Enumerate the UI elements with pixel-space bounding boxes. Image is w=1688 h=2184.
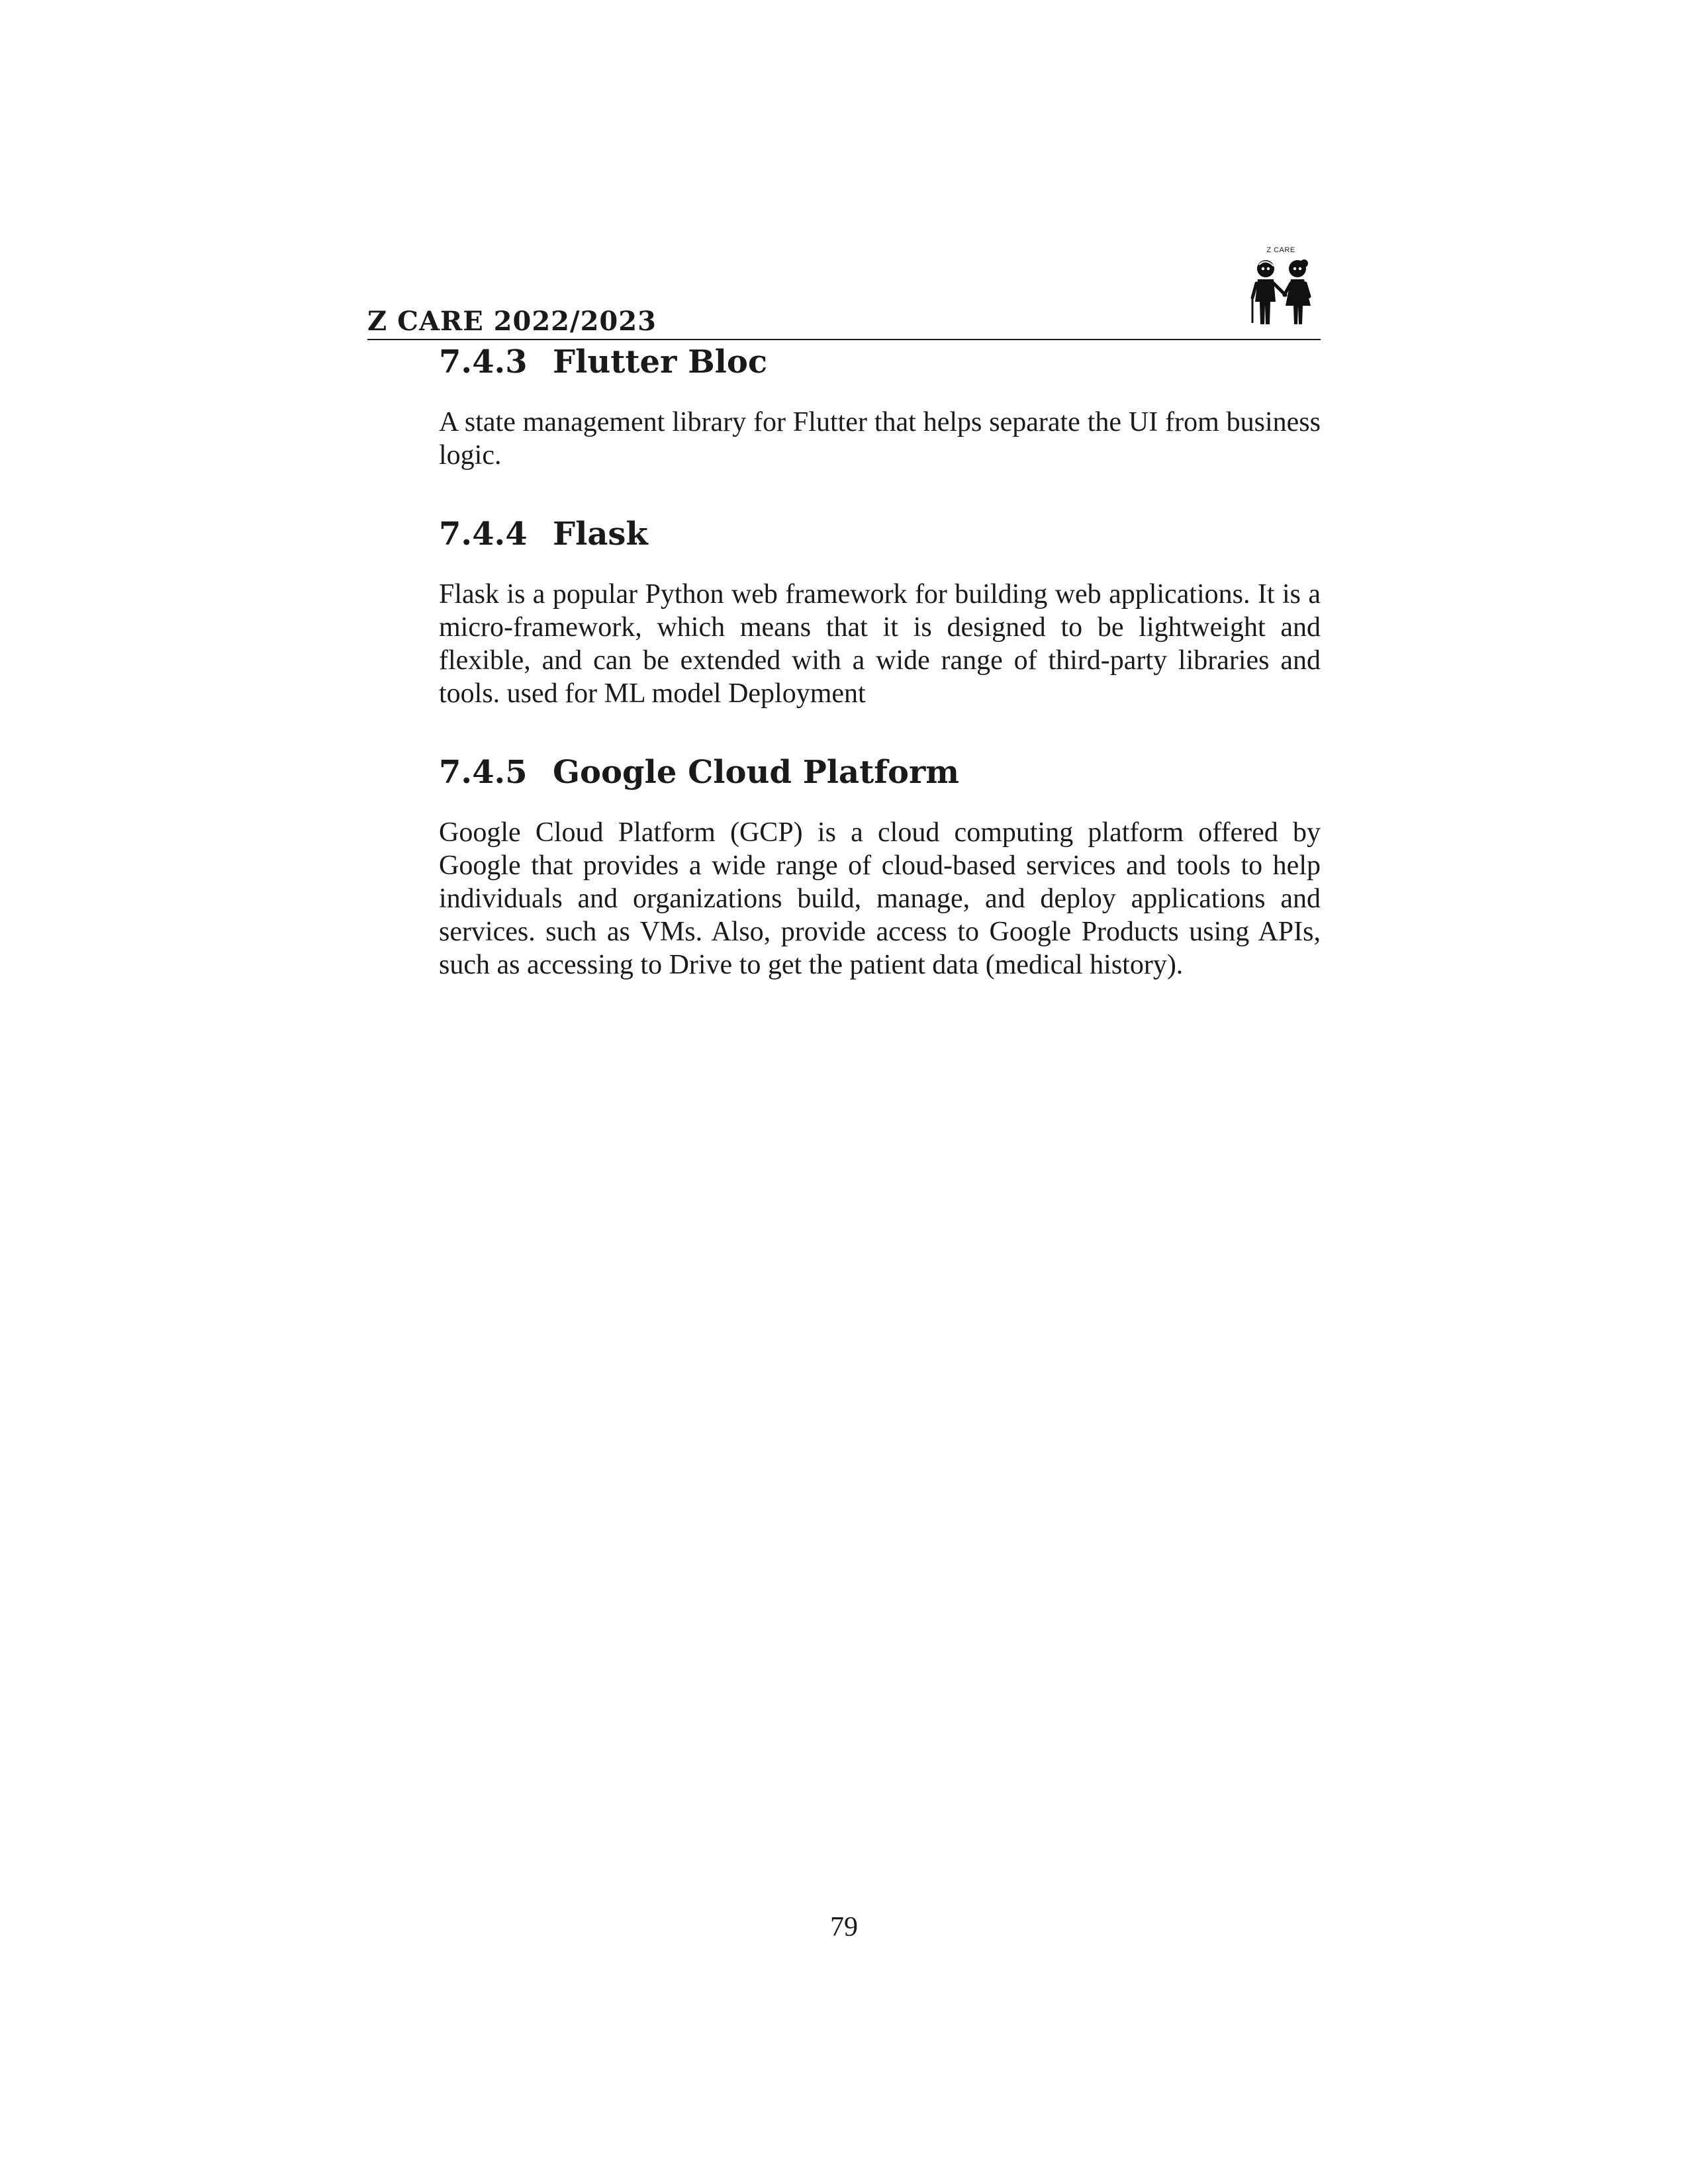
section-number: 7.4.4 [439,516,528,553]
section-heading [439,513,1321,555]
z-care-logo [1244,246,1317,326]
section-heading [439,341,1321,383]
logo-text: Z CARE [1266,246,1295,254]
section-number: 7.4.3 [439,343,528,381]
header-divider [367,339,1321,340]
section-body: Google Cloud Platform (GCP) is a cloud computing platform offered by Google that provides a wide range of cloud-based services and tools to help individuals and organizations build, manage, and deploy applications and services. such as VMs. Also, provide access to Google Products using APIs, such as accessing to Drive to get the patient data (medical history). [439,817,1321,980]
section-title: Flutter Bloc [553,343,768,381]
section-google-cloud-platform [439,751,1321,981]
section-flutter-bloc [439,341,1321,472]
section-flask [439,513,1321,710]
section-body: A state management library for Flutter that helps separate the UI from business logic. [439,407,1321,471]
elderly-couple-icon [1244,257,1317,326]
header-title: Z CARE 2022/2023 [367,306,657,337]
section-body: Flask is a popular Python web framework for building web applications. It is a micro-framework, which means that it is designed to be lightweight and flexible, and can be extended with a wide range of third-party libraries and tools. used for ML model Deployment [439,579,1321,709]
page-content [439,341,1321,981]
page-number: 79 [830,1912,858,1942]
running-header [367,301,1321,341]
section-heading [439,751,1321,794]
section-number: 7.4.5 [439,754,528,791]
section-title: Google Cloud Platform [553,754,960,791]
section-title: Flask [553,516,648,553]
